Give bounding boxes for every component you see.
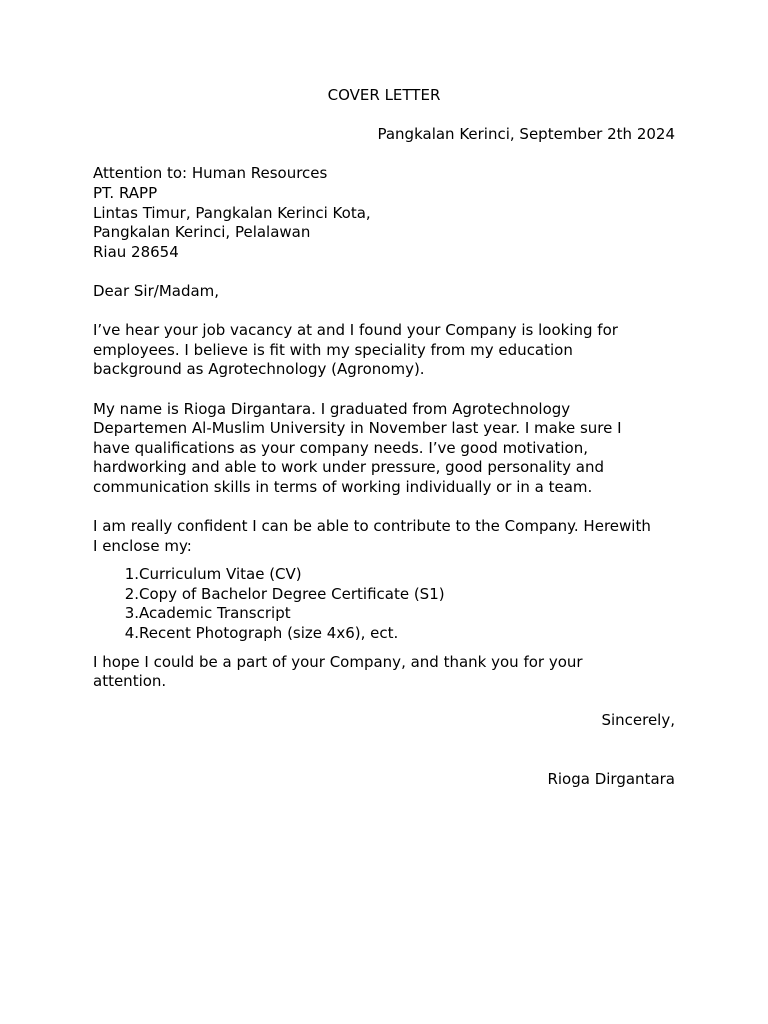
list-text: Curriculum Vitae (CV) [139,565,302,584]
paragraph-line: I enclose my: [93,536,192,555]
recipient-line: PT. RAPP [93,183,158,202]
letter-title: COVER LETTER [327,86,441,104]
enclosure-list [93,565,675,643]
letter-page [93,86,675,790]
salutation: Dear Sir/Madam, [93,281,220,300]
recipient-line: Lintas Timur, Pangkalan Kerinci Kota, [93,203,371,222]
paragraph-line: I hope I could be a part of your Company, and thank you for your [93,652,583,671]
list-text: Recent Photograph (size 4x6), ect. [139,624,399,643]
list-number: 2. [124,584,139,603]
paragraph-line: communication skills in terms of working individually or in a team. [93,477,593,496]
paragraph-line: hardworking and able to work under pressure, good personality and [93,458,605,477]
paragraph-line: attention. [93,672,167,691]
paragraph-background [93,400,675,498]
list-number: 3. [124,604,139,623]
list-number: 1. [124,565,139,584]
signature-name: Rioga Dirgantara [547,770,675,789]
paragraph-enclose [93,517,675,556]
paragraph-line: background as Agrotechnology (Agronomy). [93,360,425,379]
paragraph-line: I’ve hear your job vacancy at and I found your Company is looking for [93,321,618,340]
recipient-address [93,164,675,262]
list-item [93,565,675,585]
list-text: Academic Transcript [139,604,291,623]
recipient-line: Pangkalan Kerinci, Pelalawan [93,223,311,242]
paragraph-line: Departemen Al-Muslim University in November last year. I make sure I [93,419,622,438]
paragraph-closing [93,653,675,692]
paragraph-line: I am really confident I can be able to contribute to the Company. Herewith [93,517,651,536]
paragraph-line: have qualifications as your company needs. I’ve good motivation, [93,438,588,457]
list-text: Copy of Bachelor Degree Certificate (S1) [139,584,445,603]
paragraph-line: employees. I believe is fit with my speciality from my education [93,340,573,359]
paragraph-intro [93,321,675,380]
recipient-line: Attention to: Human Resources [93,164,328,183]
recipient-line: Riau 28654 [93,242,179,261]
list-item [93,604,675,624]
list-item [93,624,675,644]
list-number: 4. [124,624,139,643]
closing: Sincerely, [601,711,675,730]
paragraph-line: My name is Rioga Dirgantara. I graduated from Agrotechnology [93,399,571,418]
place-date: Pangkalan Kerinci, September 2th 2024 [377,125,675,144]
list-item [93,585,675,605]
